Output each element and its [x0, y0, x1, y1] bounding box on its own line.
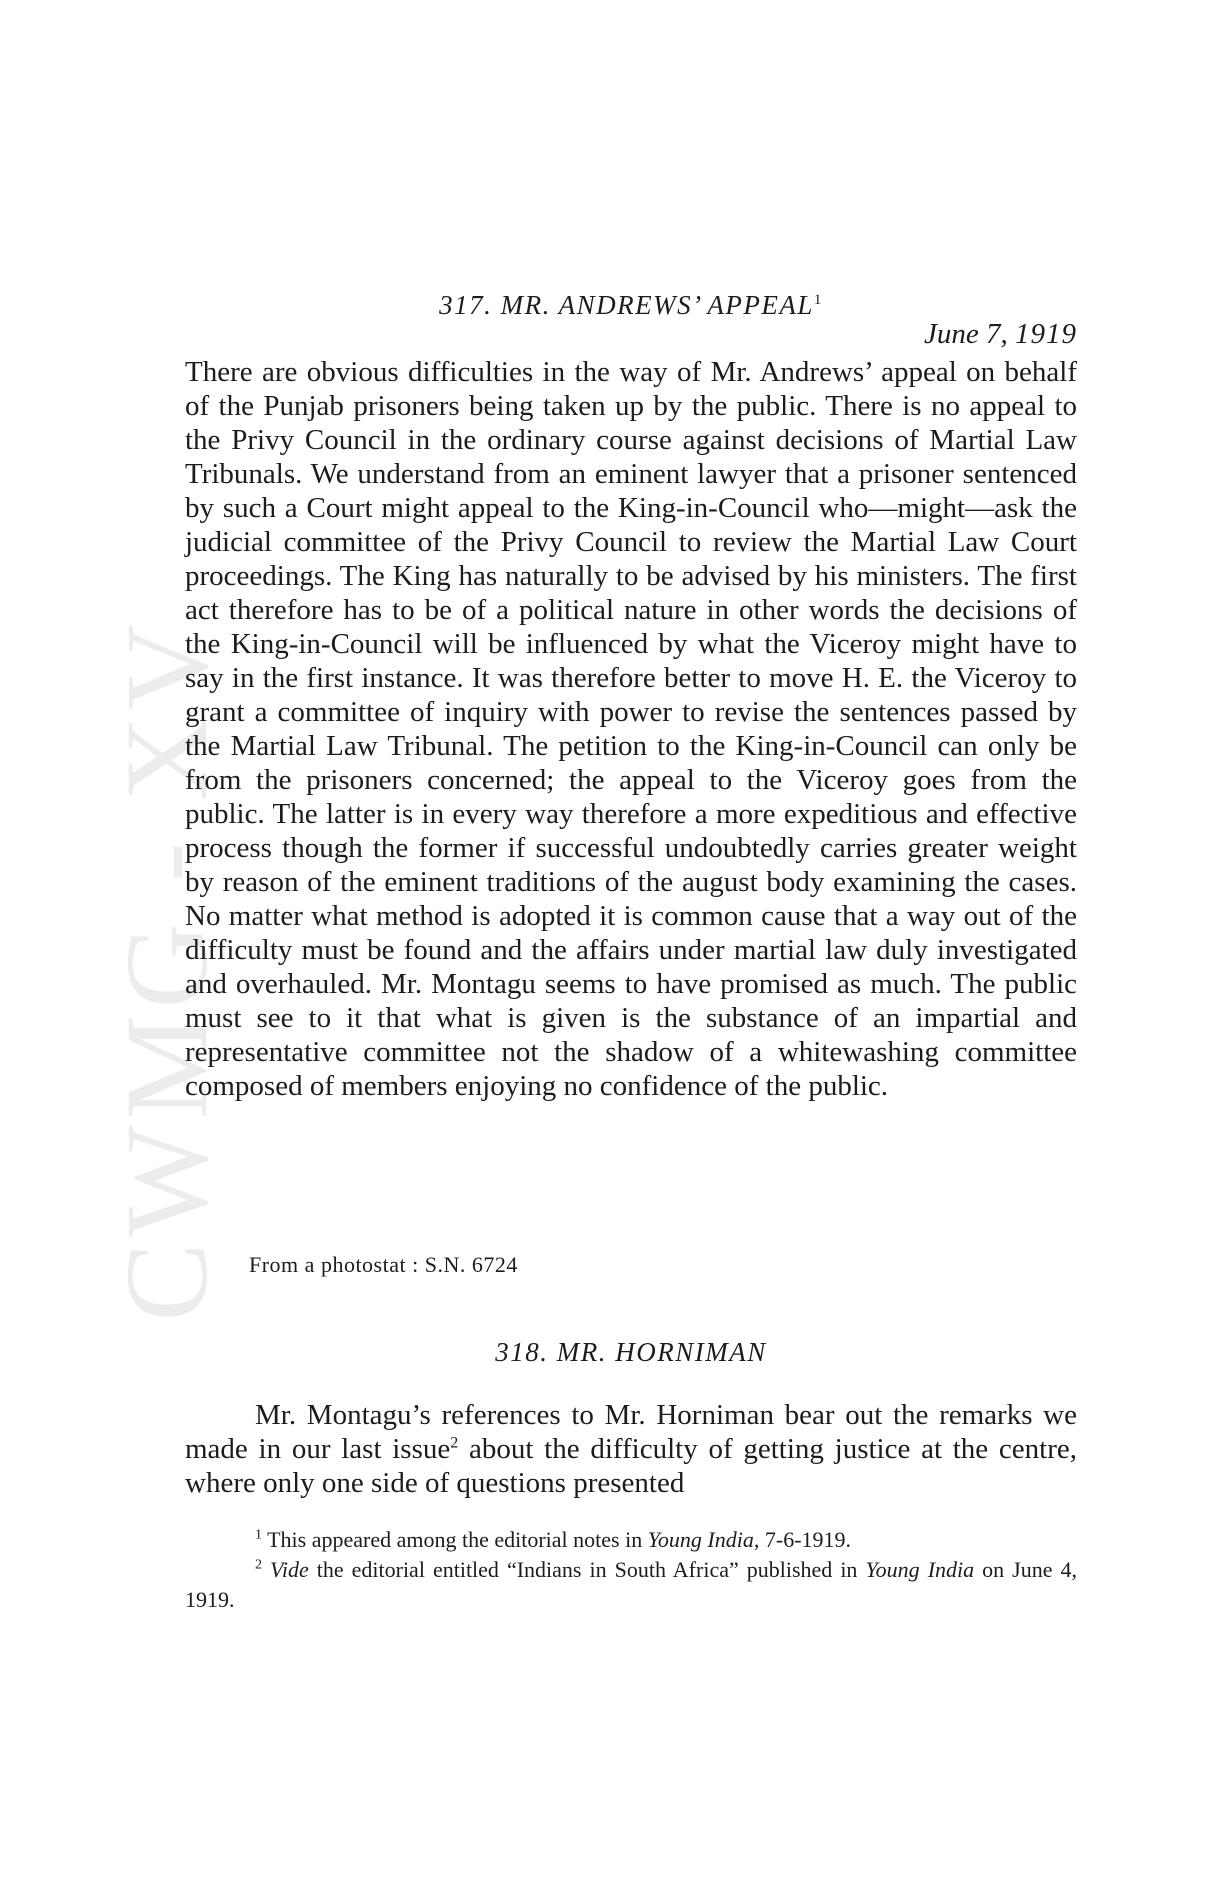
watermark-text: CWMG - XV: [101, 618, 232, 1322]
footnote-2-text-middle: the editorial entitled “Indians in South Africa” published in: [308, 1557, 866, 1582]
footnote-1-marker: 1: [255, 1527, 262, 1543]
footnote-2-marker: 2: [255, 1557, 262, 1573]
article-318-body-part2: about the difficulty of getting justice at the centre, where only one side of questions presented: [185, 1433, 1077, 1499]
footnote-2-text-after: on June 4, 1919.: [185, 1557, 1078, 1612]
footnote-ref-1: 1: [813, 292, 823, 308]
article-317-heading-text: 317. MR. ANDREWS’ APPEAL: [439, 290, 814, 320]
footnote-1-text-before: This appeared among the editorial notes in: [262, 1527, 648, 1552]
article-318-heading: 318. MR. HORNIMAN: [495, 1337, 767, 1367]
footnote-2: [185, 1555, 1077, 1615]
date-month-day: June 7,: [924, 318, 1008, 350]
article-318-body: [185, 1398, 1077, 1500]
article-317-body: There are obvious difficulties in the way of Mr. Andrews’ appeal on behalf of the Punjab prisoners being taken up by the public. There is no appeal to the Privy Council in the ordinary course against decisions of Martial Law Tribunals. We understand from an eminent lawyer that a prisoner sentenced by such a Court might appeal to the King-in-Council who—might—ask the judicial committee of the Privy Council to review the Martial Law Court proceedings. The King has naturally to be advised by his ministers. The first act therefore has to be of a political nature in other words the decisions of the King-in-Council will be influenced by what the Viceroy might have to say in the first instance. It was therefore better to move H. E. the Viceroy to grant a committee of inquiry with power to revise the sentences passed by the Martial Law Tribunal. The petition to the King-in-Council can only be from the prisoners concerned; the appeal to the Viceroy goes from the public. The latter is in every way therefore a more expeditious and effective process though the former if successful undoubtedly carries greater weight by reason of the eminent traditions of the august body examining the cases. No matter what method is adopted it is common cause that a way out of the difficulty must be found and the affairs under martial law duly investigated and overhauled. Mr. Montagu seems to have promised as much. The public must see to it that what is given is the substance of an impartial and representative committee not the shadow of a whitewashing committee composed of members enjoying no confidence of the public.: [185, 356, 1077, 1102]
footnote-1-text-after: , 7-6-1919.: [753, 1527, 852, 1552]
article-317-heading: [185, 290, 1077, 321]
footnote-2-publication: Young India: [865, 1557, 975, 1582]
footnote-1-publication: Young India: [647, 1527, 754, 1552]
article-317-date: [924, 318, 1077, 351]
date-year: 1919: [1015, 318, 1077, 350]
footnote-2-vide: Vide: [270, 1557, 309, 1582]
article-318-body-part1: Mr. Montagu’s references to Mr. Horniman bear out the remarks we made in our last issue: [185, 1399, 1077, 1465]
footnote-ref-2: 2: [450, 1434, 459, 1452]
footnote-1: [185, 1525, 1077, 1555]
article-317-source: From a photostat : S.N. 6724: [249, 1252, 518, 1277]
